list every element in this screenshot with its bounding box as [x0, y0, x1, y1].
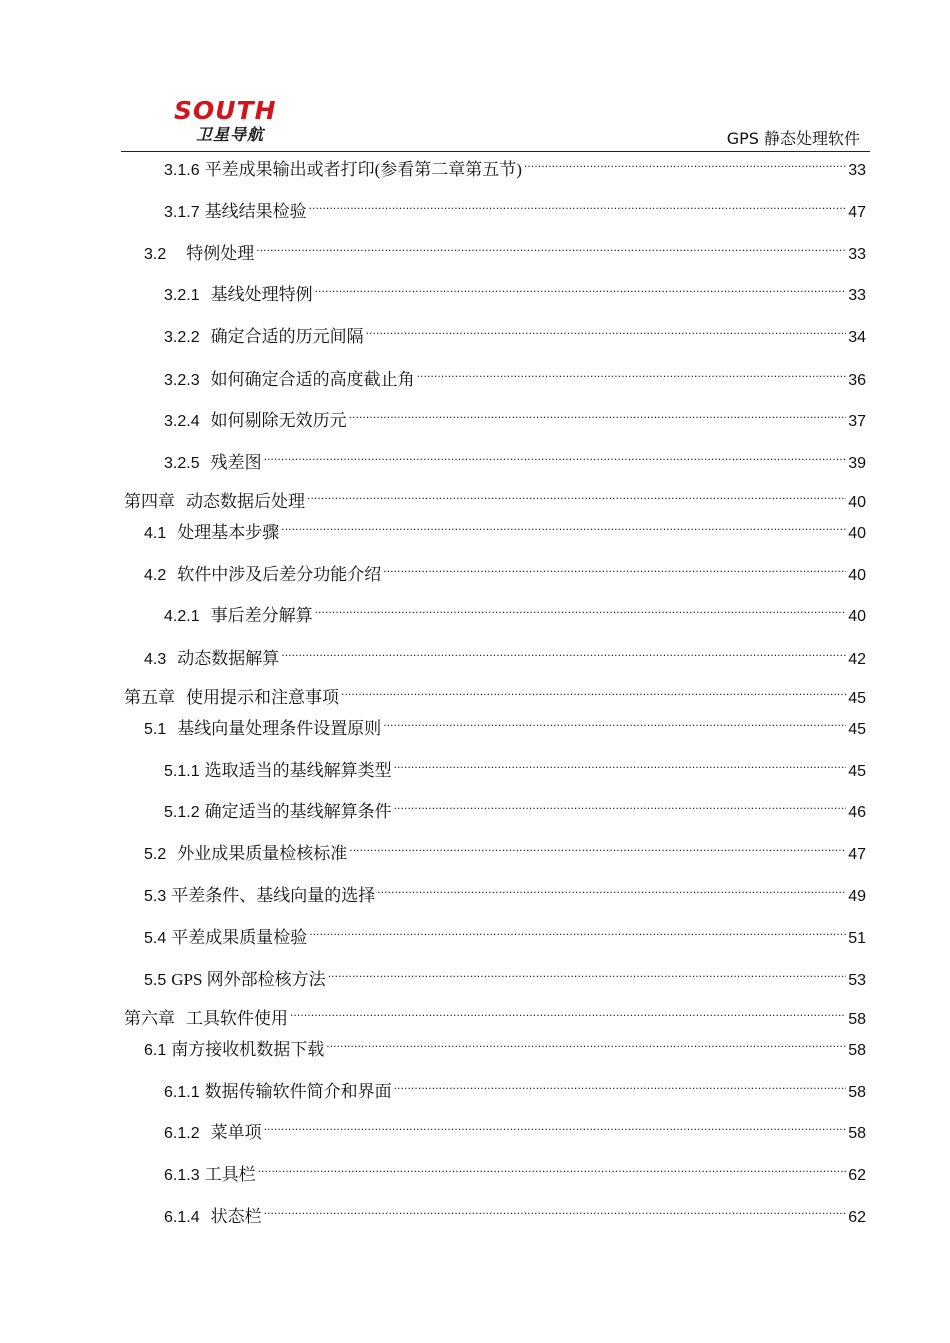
toc-entry[interactable] — [164, 199, 866, 224]
toc-page: 49 — [848, 888, 866, 905]
toc-page: 58 — [848, 1084, 866, 1101]
toc-entry[interactable] — [164, 1162, 866, 1187]
dot-leader — [264, 450, 847, 468]
dot-leader — [383, 716, 846, 734]
dot-leader — [417, 367, 847, 385]
dot-leader — [377, 883, 846, 901]
toc-title: 确定合适的历元间隔 — [210, 327, 364, 346]
toc-entry[interactable] — [144, 967, 866, 992]
toc-page: 51 — [848, 930, 866, 947]
toc-number: 6.1.2 — [164, 1125, 200, 1142]
toc-title: 使用提示和注意事项 — [186, 688, 339, 707]
toc-entry[interactable] — [164, 1120, 866, 1145]
toc-entry[interactable] — [164, 1079, 866, 1104]
toc-title: 工具软件使用 — [186, 1009, 288, 1028]
toc-chapter-entry[interactable] — [124, 1006, 866, 1031]
toc-number: 6.1.4 — [164, 1209, 200, 1226]
dot-leader — [341, 685, 846, 703]
dot-leader — [326, 1037, 846, 1055]
toc-page: 33 — [848, 162, 866, 179]
toc-entry[interactable] — [144, 1037, 866, 1062]
toc-page: 62 — [848, 1209, 866, 1226]
toc-title: 如何剔除无效历元 — [210, 411, 347, 430]
toc-entry[interactable] — [164, 758, 866, 783]
dot-leader — [281, 646, 846, 664]
toc-page: 47 — [848, 204, 866, 221]
toc-number: 5.2 — [144, 846, 167, 863]
toc-number: 3.2.1 — [164, 287, 200, 304]
toc-entry[interactable] — [164, 603, 866, 628]
toc-number: 6.1 — [144, 1042, 167, 1059]
south-logo — [174, 96, 284, 146]
toc-title: 特例处理 — [186, 244, 255, 263]
toc-title: 动态数据解算 — [177, 649, 280, 668]
toc-title: GPS 网外部检核方法 — [171, 970, 326, 989]
toc-entry[interactable] — [164, 157, 866, 182]
toc-page: 58 — [848, 1042, 866, 1059]
toc-entry[interactable] — [144, 841, 866, 866]
toc-title: 数据传输软件简介和界面 — [204, 1082, 392, 1101]
toc-number: 5.5 — [144, 972, 167, 989]
toc-title: 平差条件、基线向量的选择 — [171, 886, 376, 905]
toc-page: 37 — [848, 413, 866, 430]
toc-number: 5.1 — [144, 721, 167, 738]
dot-leader — [394, 1079, 847, 1097]
toc-entry[interactable] — [144, 520, 866, 545]
toc-page: 62 — [848, 1167, 866, 1184]
toc-title: 选取适当的基线解算类型 — [204, 761, 392, 780]
toc-chapter-entry[interactable] — [124, 489, 866, 514]
toc-page: 45 — [848, 763, 866, 780]
toc-entry[interactable] — [164, 450, 866, 475]
dot-leader — [315, 603, 847, 621]
dot-leader — [366, 324, 847, 342]
toc-title: 工具栏 — [204, 1165, 256, 1184]
dot-leader — [524, 157, 846, 175]
toc-page: 36 — [848, 372, 866, 389]
toc-chapter-entry[interactable] — [124, 685, 866, 710]
toc-number: 3.1.6 — [164, 162, 200, 179]
dot-leader — [394, 758, 847, 776]
toc-title: 平差成果质量检验 — [171, 928, 308, 947]
dot-leader — [258, 1162, 847, 1180]
toc-entry[interactable] — [164, 408, 866, 433]
toc-title: 菜单项 — [210, 1123, 262, 1142]
toc-title: 确定适当的基线解算条件 — [204, 802, 392, 821]
toc-entry[interactable] — [144, 646, 866, 671]
dot-leader — [290, 1006, 846, 1024]
toc-entry[interactable] — [144, 716, 866, 741]
dot-leader — [349, 408, 847, 426]
toc-chapter-number: 第五章 — [124, 688, 175, 707]
toc-entry[interactable] — [144, 883, 866, 908]
toc-entry[interactable] — [164, 1204, 866, 1229]
toc-title: 动态数据后处理 — [186, 492, 305, 511]
toc-page: 53 — [848, 972, 866, 989]
dot-leader — [309, 199, 847, 217]
dot-leader — [328, 967, 847, 985]
document-title: GPS 静态处理软件 — [726, 129, 860, 148]
dot-leader — [383, 562, 846, 580]
toc-page: 33 — [848, 287, 866, 304]
dot-leader — [264, 1120, 847, 1138]
toc-page: 34 — [848, 329, 866, 346]
toc-page: 45 — [848, 721, 866, 738]
toc-number: 5.1.2 — [164, 804, 200, 821]
toc-number: 3.2.5 — [164, 455, 200, 472]
toc-number: 5.4 — [144, 930, 167, 947]
toc-entry[interactable] — [164, 324, 866, 349]
toc-entry[interactable] — [144, 241, 866, 266]
toc-page: 40 — [848, 608, 866, 625]
dot-leader — [315, 282, 847, 300]
toc-page: 45 — [848, 690, 866, 707]
toc-number: 4.2 — [144, 567, 167, 584]
dot-leader — [307, 489, 846, 507]
toc-entry[interactable] — [144, 562, 866, 587]
toc-number: 6.1.1 — [164, 1084, 200, 1101]
toc-page: 40 — [848, 525, 866, 542]
toc-number: 4.2.1 — [164, 608, 200, 625]
dot-leader — [309, 925, 846, 943]
toc-number: 5.1.1 — [164, 763, 200, 780]
toc-chapter-number: 第四章 — [124, 492, 175, 511]
toc-title: 基线结果检验 — [204, 202, 307, 221]
toc-title: 南方接收机数据下载 — [171, 1040, 325, 1059]
toc-entry[interactable] — [164, 367, 866, 392]
toc-title: 状态栏 — [210, 1207, 262, 1226]
toc-number: 4.1 — [144, 525, 167, 542]
logo-wordmark: SOUTH — [174, 96, 277, 125]
toc-page: 42 — [848, 651, 866, 668]
toc-title: 外业成果质量检核标准 — [177, 844, 348, 863]
toc-entry[interactable] — [164, 799, 866, 824]
toc-title: 基线向量处理条件设置原则 — [177, 719, 382, 738]
toc-number: 3.2 — [144, 246, 167, 263]
toc-number: 3.2.3 — [164, 372, 200, 389]
toc-page: 40 — [848, 494, 866, 511]
toc-title: 基线处理特例 — [210, 285, 313, 304]
toc-page: 47 — [848, 846, 866, 863]
toc-number: 3.2.4 — [164, 413, 200, 430]
dot-leader — [349, 841, 846, 859]
dot-leader — [264, 1204, 847, 1222]
toc-page: 46 — [848, 804, 866, 821]
toc-title: 处理基本步骤 — [177, 523, 280, 542]
toc-title: 软件中涉及后差分功能介绍 — [177, 565, 382, 584]
toc-number: 6.1.3 — [164, 1167, 200, 1184]
toc-title: 如何确定合适的高度截止角 — [210, 370, 415, 389]
dot-leader — [256, 241, 846, 259]
toc-page: 39 — [848, 455, 866, 472]
toc-page: 58 — [848, 1011, 866, 1028]
dot-leader — [394, 799, 847, 817]
logo-subtitle: 卫星导航 — [196, 125, 265, 144]
toc-entry[interactable] — [164, 282, 866, 307]
toc-page: 58 — [848, 1125, 866, 1142]
toc-number: 5.3 — [144, 888, 167, 905]
toc-page: 40 — [848, 567, 866, 584]
header-divider — [121, 151, 870, 152]
dot-leader — [281, 520, 846, 538]
toc-title: 事后差分解算 — [210, 606, 313, 625]
toc-title: 残差图 — [210, 453, 262, 472]
toc-number: 4.3 — [144, 651, 167, 668]
toc-page: 33 — [848, 246, 866, 263]
toc-number: 3.2.2 — [164, 329, 200, 346]
toc-number: 3.1.7 — [164, 204, 200, 221]
toc-title: 平差成果输出或者打印(参看第二章第五节) — [204, 160, 522, 179]
toc-entry[interactable] — [144, 925, 866, 950]
toc-chapter-number: 第六章 — [124, 1009, 175, 1028]
